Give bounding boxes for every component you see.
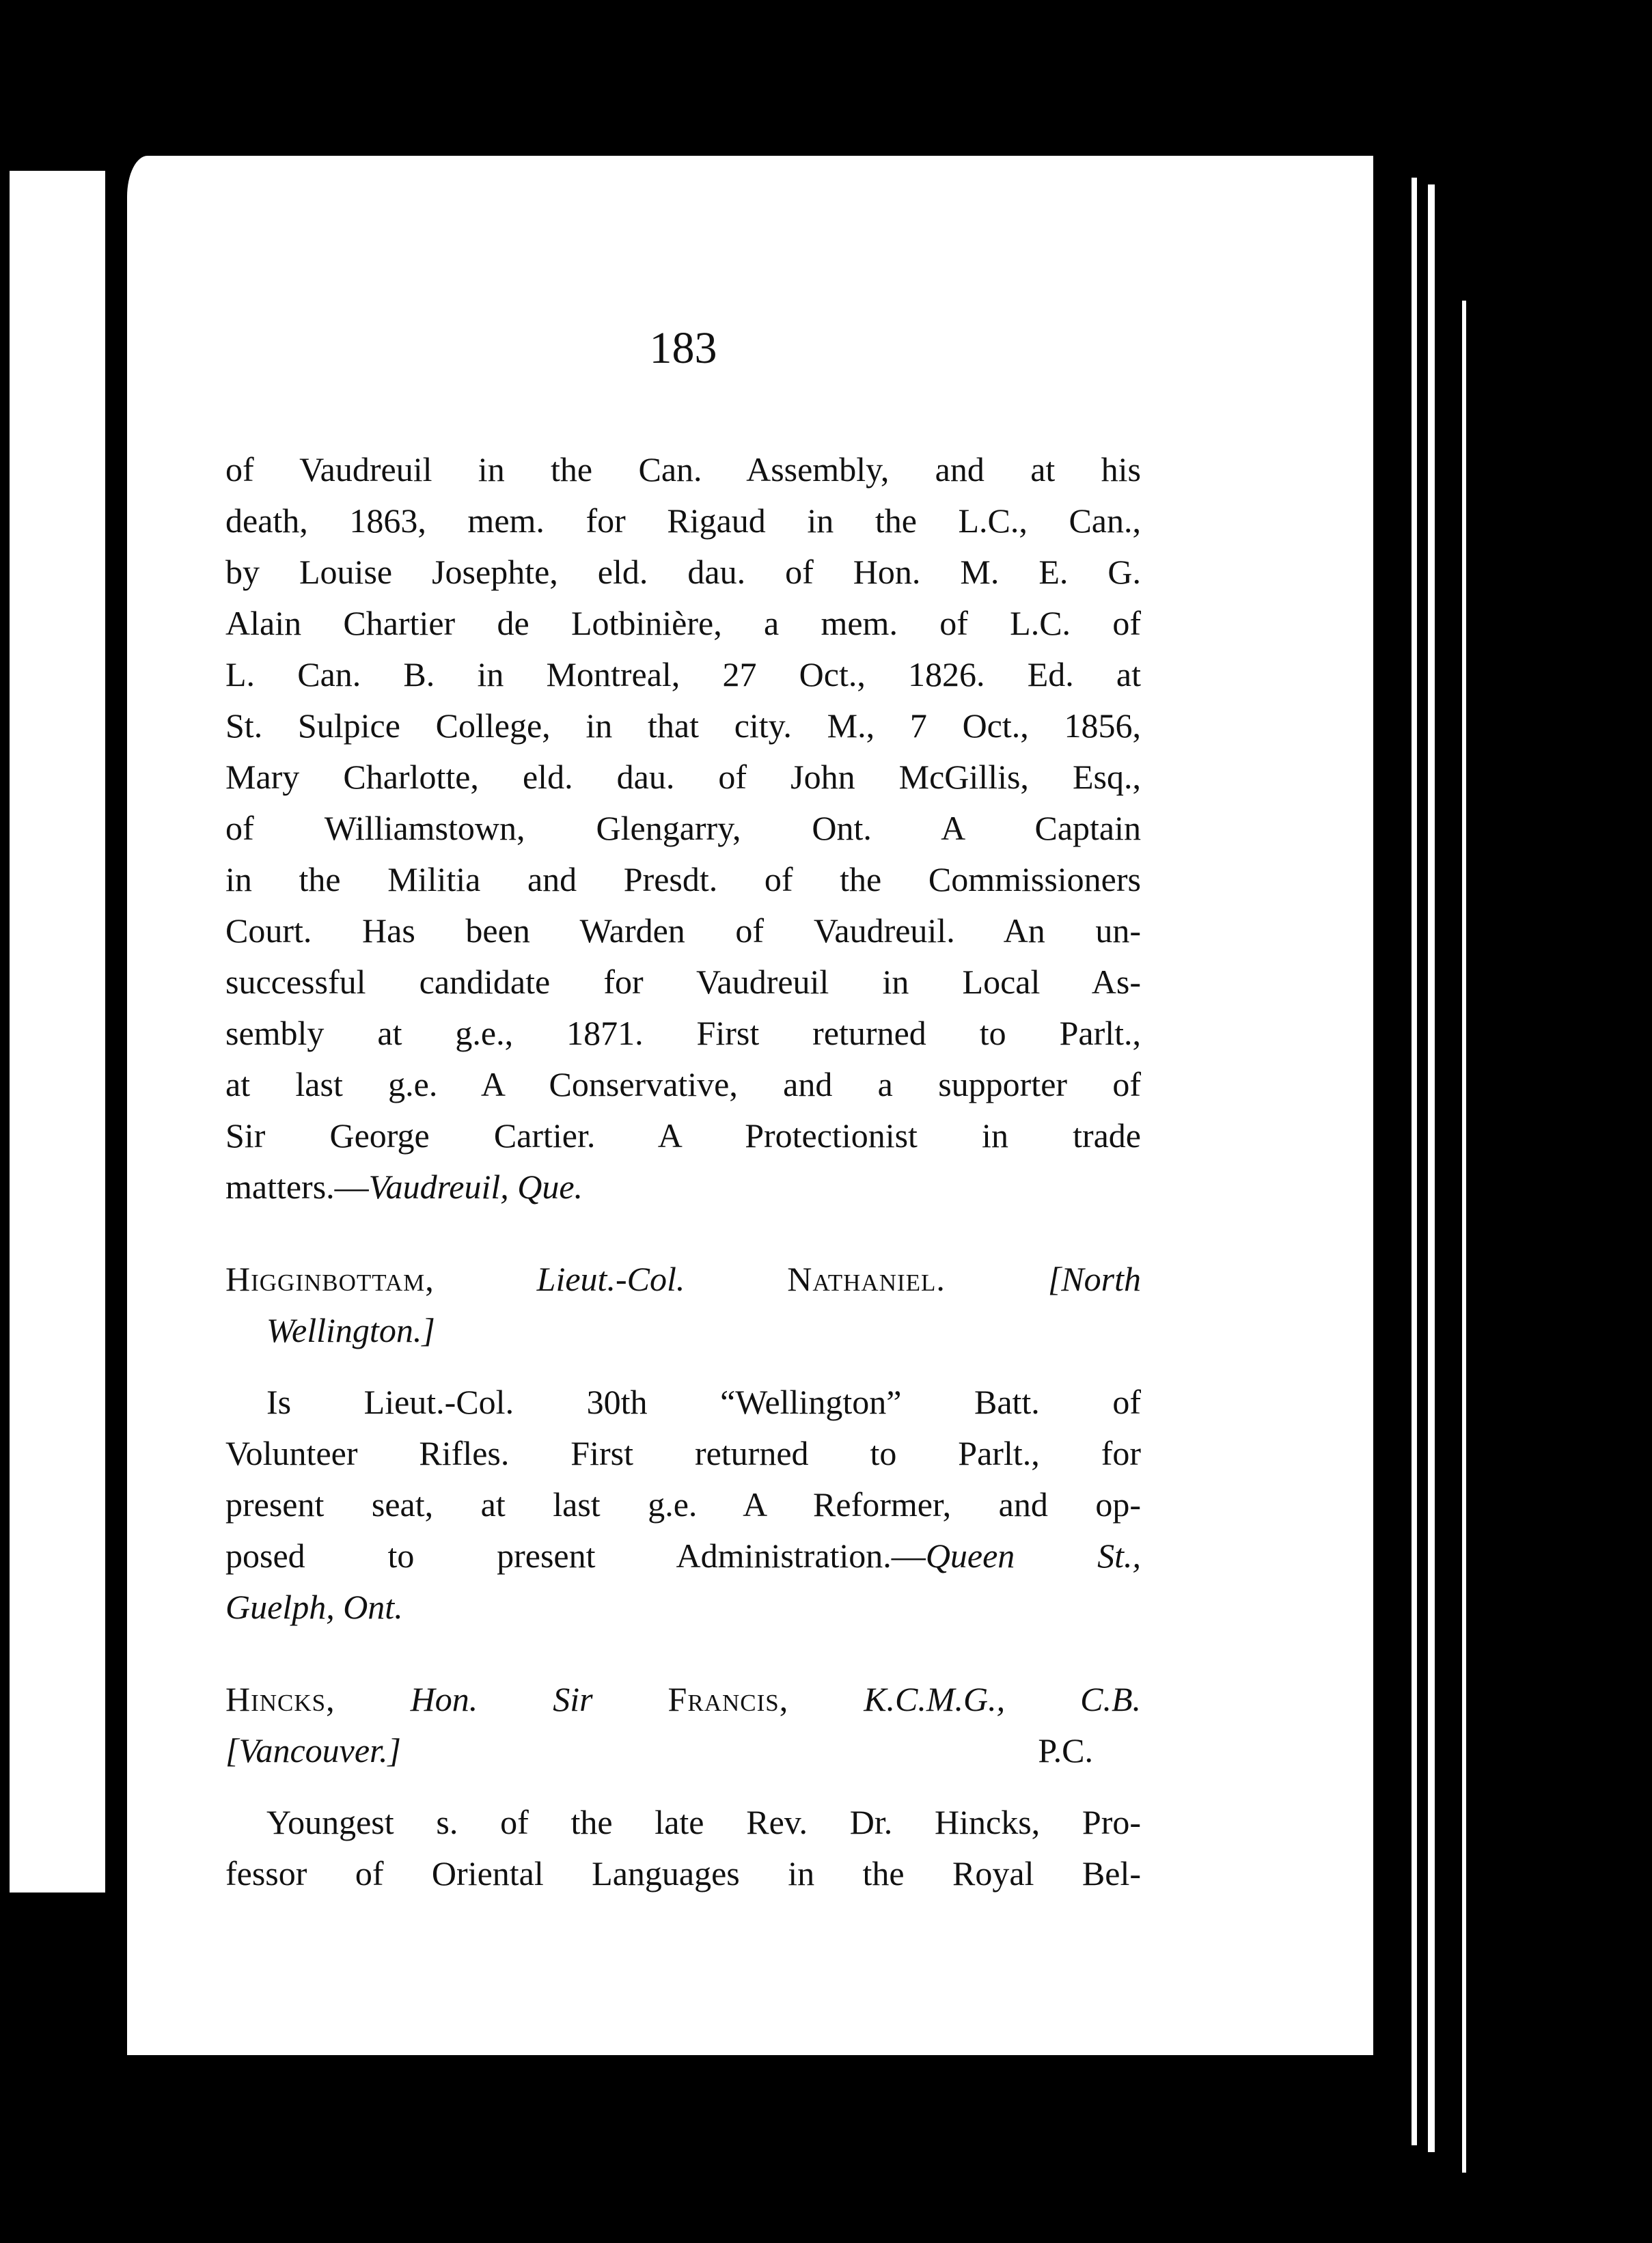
text-line: Volunteer Rifles. First returned to Parlt., for — [225, 1434, 1141, 1472]
text-line — [225, 1530, 1141, 1582]
text-line: death, 1863, mem. for Rigaud in the L.C., Can., — [225, 501, 1141, 540]
given-name: Nathaniel. — [787, 1260, 946, 1298]
text-line: in the Militia and Presdt. of the Commissioners — [225, 860, 1141, 898]
entry-higginbottam — [225, 1254, 1141, 1633]
text-line: by Louise Josephte, eld. dau. of Hon. M. E. G. — [225, 553, 1141, 591]
text-line: sembly at g.e., 1871. First returned to Parlt., — [225, 1014, 1141, 1052]
line-text: posed to present Administration.— — [225, 1537, 926, 1575]
text-line — [225, 1161, 1141, 1213]
entry-continued — [225, 444, 1141, 1213]
address: Queen St., — [925, 1537, 1141, 1575]
privy-council: P.C. — [1038, 1731, 1093, 1770]
page-text — [225, 321, 1141, 1899]
text-line: fessor of Oriental Languages in the Royal Bel- — [225, 1854, 1141, 1893]
line-text: matters.— — [225, 1168, 369, 1206]
text-line: St. Sulpice College, in that city. M., 7 Oct., 1856, — [225, 706, 1141, 745]
entry-heading-cont — [225, 1725, 1141, 1776]
text-line: of Vaudreuil in the Can. Assembly, and at his — [225, 450, 1141, 488]
spacer — [225, 1356, 1141, 1377]
constituency: Wellington.] — [266, 1311, 435, 1349]
entry-heading-cont — [225, 1305, 1141, 1356]
spacer — [225, 1633, 1141, 1674]
text-line: Sir George Cartier. A Protectionist in trade — [225, 1116, 1141, 1155]
text-line: Alain Chartier de Lotbinière, a mem. of L.C. of — [225, 604, 1141, 642]
text-line: Youngest s. of the late Rev. Dr. Hincks, Pro- — [266, 1803, 1141, 1841]
surname: Hincks, — [225, 1680, 335, 1718]
constituency: [Vancouver.] — [225, 1731, 401, 1770]
text-line: present seat, at last g.e. A Reformer, and op- — [225, 1485, 1141, 1524]
address: Vaudreuil, Que. — [368, 1168, 583, 1206]
left-page-edge — [10, 171, 105, 1893]
entry-hincks — [225, 1674, 1141, 1899]
address: Guelph, Ont. — [225, 1588, 403, 1626]
spacer — [225, 1213, 1141, 1254]
title: Lieut.-Col. — [536, 1260, 685, 1298]
text-line: successful candidate for Vaudreuil in Local As- — [225, 963, 1141, 1001]
entry-heading — [225, 1674, 1141, 1725]
text-line: Is Lieut.-Col. 30th “Wellington” Batt. of — [266, 1383, 1141, 1421]
constituency: [North — [1047, 1260, 1141, 1298]
text-line: at last g.e. A Conservative, and a supporter of — [225, 1065, 1141, 1103]
honours: K.C.M.G., C.B. — [864, 1680, 1142, 1718]
text-line: L. Can. B. in Montreal, 27 Oct., 1826. Ed. at — [225, 655, 1141, 693]
margin-line — [1462, 301, 1466, 2173]
page-number: 183 — [649, 323, 717, 373]
given-name: Francis, — [667, 1680, 789, 1718]
text-line — [225, 1582, 1141, 1633]
text-line: Court. Has been Warden of Vaudreuil. An un- — [225, 911, 1141, 950]
margin-line — [1412, 178, 1417, 2145]
spacer — [225, 1776, 1141, 1797]
text-line: of Williamstown, Glengarry, Ont. A Captain — [225, 809, 1141, 847]
entry-heading — [225, 1254, 1141, 1305]
surname: Higginbottam, — [225, 1260, 435, 1298]
margin-line — [1428, 184, 1435, 2152]
title: Hon. Sir — [410, 1680, 593, 1718]
text-line: Mary Charlotte, eld. dau. of John McGillis, Esq., — [225, 758, 1141, 796]
